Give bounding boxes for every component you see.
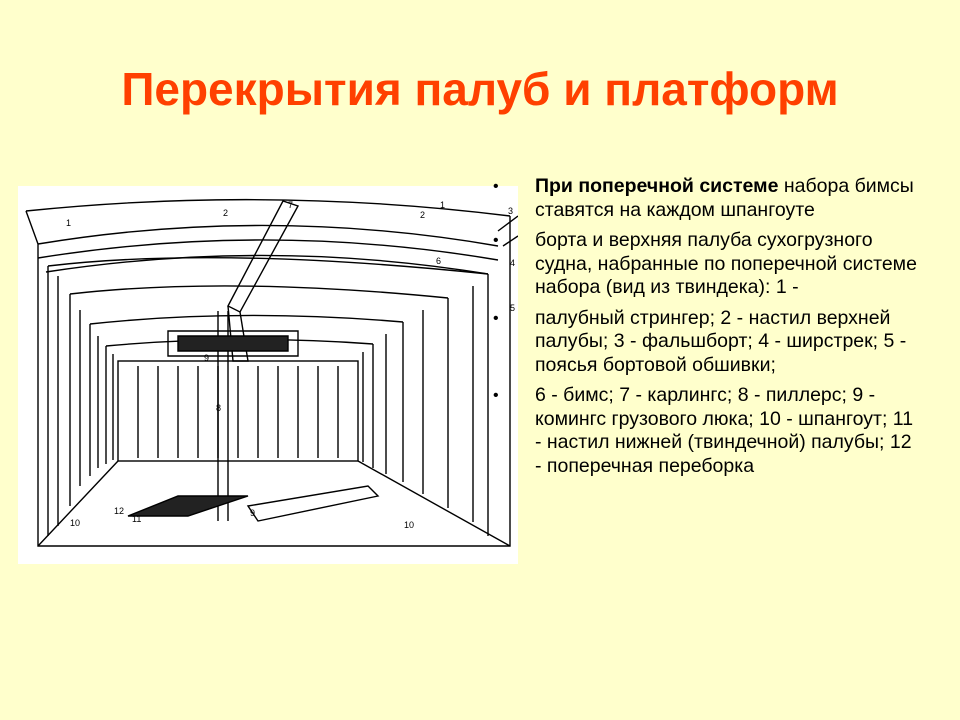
bullet-text: палубный стрингер; 2 - настил верхней палубы; 3 - фальшборт; 4 - ширстрек; 5 - поясья бортовой обшивки; (535, 306, 907, 376)
bullet-text: 6 - бимс; 7 - карлингс; 8 - пиллерс; 9 - комингс грузового люка; 10 - шпангоут; 11 - настил нижней (твиндечной) палубы; 12 - поперечная переборка (535, 384, 914, 477)
figure-label-4: 4 (510, 258, 516, 268)
bullet-dot-icon: • (493, 178, 499, 195)
figure-label-1b: 1 (440, 200, 446, 210)
figure-label-1: 1 (66, 218, 72, 228)
bullet-item (493, 229, 923, 300)
slide-title: Перекрытия палуб и платформ (121, 63, 839, 115)
bullet-text: борта и верхняя палуба сухогрузного судна, набранные по поперечной системе набора (вид из твиндека): 1 - (535, 229, 917, 298)
figure-label-11: 11 (132, 514, 142, 524)
bullet-item (493, 384, 923, 478)
deck-structure-illustration (18, 186, 518, 564)
figure-label-2b: 2 (420, 210, 426, 220)
figure-label-10: 10 (70, 518, 81, 528)
bullet-dot-icon: • (493, 309, 499, 327)
figure-label-12: 12 (114, 506, 125, 516)
figure-label-8: 8 (216, 403, 222, 413)
bullet-list (493, 175, 923, 485)
figure-label-7: 7 (288, 200, 294, 210)
bullet-dot-icon: • (493, 387, 499, 404)
figure-label-3: 3 (508, 206, 514, 216)
figure-label-10b: 10 (404, 520, 415, 530)
figure-label-2: 2 (223, 208, 229, 218)
bullet-item (493, 307, 923, 378)
bullet-dot-icon: • (493, 232, 499, 249)
figure-label-5: 5 (510, 303, 516, 313)
figure-label-9: 9 (204, 353, 210, 363)
bullet-text: набора бимсы ставятся на каждом шпангоуте (535, 175, 914, 221)
bullet-lead: При поперечной системе (535, 175, 779, 197)
bullet-item (493, 175, 923, 222)
figure-label-6: 6 (436, 256, 442, 266)
figure-label-9b: 9 (250, 508, 256, 518)
